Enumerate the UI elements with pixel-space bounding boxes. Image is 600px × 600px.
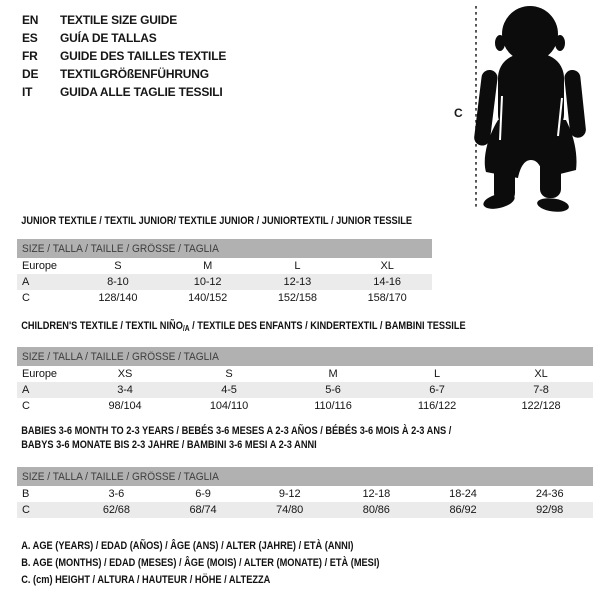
table-row <box>17 366 593 382</box>
row-label: A <box>22 384 30 396</box>
height-cell: 68/74 <box>189 504 217 516</box>
size-cell: L <box>294 260 301 272</box>
row-label: C <box>22 504 30 516</box>
row-label: C <box>22 292 30 304</box>
row-label: A <box>22 276 30 288</box>
language-code: FR <box>22 49 38 63</box>
language-code: EN <box>22 13 39 27</box>
legend <box>17 538 449 589</box>
height-cell: 122/128 <box>521 400 561 412</box>
size-cell: XL <box>380 260 394 272</box>
legend-line-c: C. (cm) HEIGHT / ALTURA / HAUTEUR / HÖHE / ALTEZZA <box>21 574 271 586</box>
table-row <box>17 258 432 274</box>
table-title: CHILDREN'S TEXTILE / TEXTIL NIÑO/A / TEXTILE DES ENFANTS / KINDERTEXTIL / BAMBINI TESSILE <box>21 320 466 333</box>
language-row <box>22 11 226 29</box>
size-cell: XL <box>534 368 548 380</box>
language-title: GUIDA ALLE TAGLIE TESSILI <box>60 85 223 99</box>
language-code: DE <box>22 67 39 81</box>
size-cell: S <box>225 368 233 380</box>
size-cell: L <box>433 368 441 380</box>
baby-silhouette-icon <box>440 0 600 215</box>
table-title-line2: BABYS 3-6 MONATE BIS 2-3 JAHRE / BAMBINI 3-6 MESI A 2-3 ANNI <box>21 439 317 451</box>
language-code: IT <box>22 85 33 99</box>
row-label: C <box>22 400 30 412</box>
age-cell: 6-9 <box>195 488 211 500</box>
language-row <box>22 65 226 83</box>
height-cell: 158/170 <box>367 292 407 304</box>
size-header-bar: SIZE / TALLA / TAILLE / GRÖSSE / TAGLIA <box>17 467 593 486</box>
height-cell: 104/110 <box>209 400 249 412</box>
height-cell: 62/68 <box>102 504 130 516</box>
height-cell: 74/80 <box>276 504 304 516</box>
age-cell: 4-5 <box>221 384 237 396</box>
height-cell: 98/104 <box>108 400 142 412</box>
language-title: GUIDE DES TAILLES TEXTILE <box>60 49 227 63</box>
language-row <box>22 83 226 101</box>
table-title-line1: BABIES 3-6 MONTH TO 2-3 YEARS / BEBÉS 3-6 MESES A 2-3 AÑOS / BÉBÉS 3-6 MOIS À 2-3 ANS / <box>21 425 452 437</box>
language-row <box>22 47 226 65</box>
junior-size-table <box>17 215 432 306</box>
height-cell: 110/116 <box>314 400 352 412</box>
language-code: ES <box>22 31 38 45</box>
height-cell: 92/98 <box>536 504 564 516</box>
size-header-bar: SIZE / TALLA / TAILLE / GRÖSSE / TAGLIA <box>17 347 593 366</box>
height-cell: 116/122 <box>417 400 457 412</box>
height-cell: 140/152 <box>188 292 228 304</box>
row-label: Europe <box>22 260 57 272</box>
age-cell: 5-6 <box>325 384 341 396</box>
table-row <box>17 502 593 518</box>
height-cell: 128/140 <box>98 292 138 304</box>
height-label: C <box>454 106 463 120</box>
age-cell: 3-4 <box>117 384 133 396</box>
age-cell: 24-36 <box>535 488 564 500</box>
children-size-table <box>17 320 593 414</box>
language-list <box>22 11 226 101</box>
table-row <box>17 486 593 502</box>
table-row <box>17 382 593 398</box>
language-title: TEXTILE SIZE GUIDE <box>60 13 178 27</box>
age-cell: 14-16 <box>373 276 401 288</box>
size-cell: S <box>114 260 122 272</box>
age-cell: 7-8 <box>533 384 549 396</box>
height-cell: 152/158 <box>277 292 317 304</box>
size-cell: M <box>328 368 338 380</box>
legend-line-a: A. AGE (YEARS) / EDAD (AÑOS) / ÂGE (ANS) / ALTER (JAHRE) / ETÀ (ANNI) <box>21 540 354 552</box>
age-cell: 3-6 <box>108 488 125 500</box>
language-title: GUÍA DE TALLAS <box>60 31 157 45</box>
language-title: TEXTILGRÖßENFÜHRUNG <box>60 67 209 81</box>
age-cell: 18-24 <box>449 488 477 500</box>
size-cell: XS <box>117 368 133 380</box>
table-title: JUNIOR TEXTILE / TEXTIL JUNIOR/ TEXTILE JUNIOR / JUNIORTEXTIL / JUNIOR TESSILE <box>21 215 413 227</box>
size-cell: M <box>203 260 213 272</box>
age-cell: 12-18 <box>362 488 391 500</box>
age-cell: 6-7 <box>429 384 445 396</box>
babies-size-table <box>17 424 593 518</box>
row-label: Europe <box>22 368 57 380</box>
age-cell: 10-12 <box>193 276 222 288</box>
row-label: B <box>22 488 30 500</box>
age-cell: 9-12 <box>278 488 301 500</box>
legend-line-b: B. AGE (MONTHS) / EDAD (MESES) / ÂGE (MOIS) / ALTER (MONATE) / ETÀ (MESI) <box>21 557 380 569</box>
height-figure <box>440 0 600 215</box>
height-cell: 80/86 <box>362 504 390 516</box>
size-header-bar: SIZE / TALLA / TAILLE / GRÖSSE / TAGLIA <box>17 239 432 258</box>
age-cell: 8-10 <box>107 276 129 288</box>
table-row <box>17 290 432 306</box>
language-row <box>22 29 226 47</box>
age-cell: 12-13 <box>283 276 312 288</box>
table-row <box>17 274 432 290</box>
height-cell: 86/92 <box>449 504 477 516</box>
table-row <box>17 398 593 414</box>
